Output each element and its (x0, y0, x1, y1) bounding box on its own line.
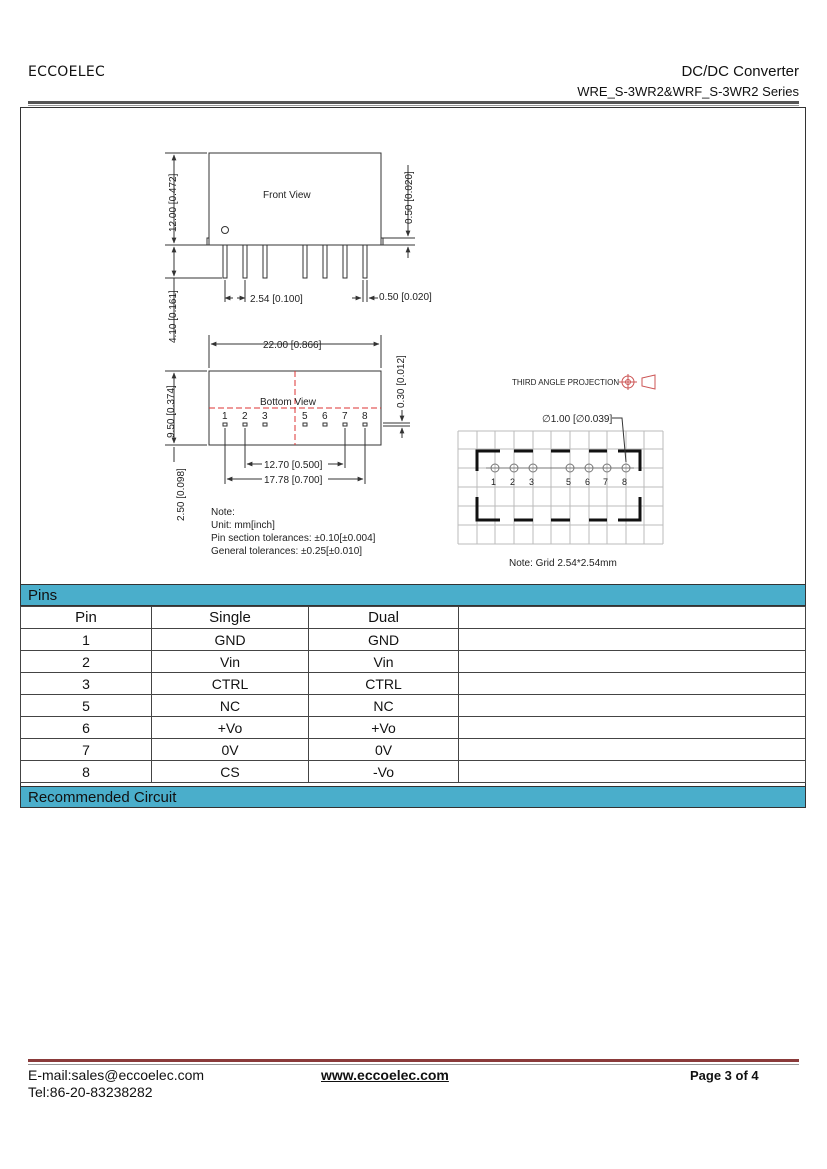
cell-blank (459, 761, 806, 783)
recommended-circuit-header: Recommended Circuit (20, 786, 806, 808)
footer-email[interactable]: E-mail:sales@eccoelec.com (28, 1067, 205, 1083)
pin-label: 6 (322, 411, 328, 422)
table-row (21, 717, 806, 739)
dim-span-12-70: 12.70 [0.500] (264, 460, 323, 471)
footprint-pin-label: 2 (510, 477, 516, 487)
cell-blank (459, 739, 806, 761)
pins-table (20, 606, 806, 783)
dim-standoff: 0.50 [0.020] (404, 171, 415, 224)
dim-edge: 2.50 [0.098] (176, 468, 187, 521)
dim-pin-pitch: 2.54 [0.100] (250, 294, 303, 305)
cell-dual: 0V (309, 739, 459, 761)
cell-dual: +Vo (309, 717, 459, 739)
brand-name: ECCOELEC (28, 64, 106, 80)
pin1-marker (222, 227, 229, 234)
column-header-pin: Pin (21, 607, 152, 629)
front-pin (223, 245, 227, 278)
footer-rule-thin (28, 1064, 799, 1065)
cell-dual: CTRL (309, 673, 459, 695)
front-view-label: Front View (263, 190, 311, 201)
dim-pin-offset: 0.30 [0.012] (396, 355, 407, 408)
note-line: Note: (211, 507, 235, 518)
pin-label: 7 (342, 411, 348, 422)
cell-pin: 2 (21, 651, 152, 673)
cell-blank (459, 717, 806, 739)
footprint-pin-label: 7 (603, 477, 609, 487)
grid-note: Note: Grid 2.54*2.54mm (509, 558, 617, 569)
footprint-pin-label: 6 (585, 477, 591, 487)
footer-website-link[interactable]: www.eccoelec.com (321, 1067, 449, 1083)
pins-section-header: Pins (20, 584, 806, 606)
footprint-grid (458, 431, 663, 544)
footer-rule (28, 1059, 799, 1062)
cell-dual: NC (309, 695, 459, 717)
footprint-pin-label: 5 (566, 477, 572, 487)
cell-blank (459, 651, 806, 673)
table-row (21, 673, 806, 695)
note-line: Unit: mm[inch] (211, 520, 275, 531)
cell-dual: GND (309, 629, 459, 651)
cell-single: +Vo (152, 717, 309, 739)
cell-pin: 5 (21, 695, 152, 717)
cell-pin: 3 (21, 673, 152, 695)
cell-single: Vin (152, 651, 309, 673)
pin-label: 2 (242, 411, 248, 422)
footprint-holes (486, 418, 634, 472)
dim-span-17-78: 17.78 [0.700] (264, 475, 323, 486)
front-pin (323, 245, 327, 278)
cell-blank (459, 673, 806, 695)
dim-height: 12.00 [0.472] (168, 173, 179, 232)
bottom-view-label: Bottom View (260, 397, 316, 408)
table-header-row (21, 607, 806, 629)
series-title: WRE_S-3WR2&WRF_S-3WR2 Series (577, 84, 799, 99)
dim-width: 9.50 [0.374] (166, 385, 177, 438)
pin-label: 3 (262, 411, 268, 422)
cell-single: CS (152, 761, 309, 783)
table-row (21, 629, 806, 651)
hole-label: ∅1.00 [∅0.039] (542, 414, 613, 425)
table-row (21, 651, 806, 673)
front-pin (343, 245, 347, 278)
document-title: DC/DC Converter (681, 63, 799, 80)
column-header-single: Single (152, 607, 309, 629)
front-pin (363, 245, 367, 278)
note-line: Pin section tolerances: ±0.10[±0.004] (211, 533, 376, 544)
page-number: Page 3 of 4 (690, 1068, 759, 1083)
cell-single: CTRL (152, 673, 309, 695)
projection-symbol-icon (619, 374, 655, 390)
dim-pin-length: 4.10 [0.161] (168, 290, 179, 343)
cell-blank (459, 695, 806, 717)
footprint-outline (477, 451, 640, 520)
note-line: General tolerances: ±0.25[±0.010] (211, 546, 363, 557)
cell-pin: 8 (21, 761, 152, 783)
cell-pin: 6 (21, 717, 152, 739)
dim-length: 22.00 [0.866] (263, 340, 322, 351)
table-row (21, 739, 806, 761)
pin-label: 8 (362, 411, 368, 422)
footer-phone: Tel:86-20-83238282 (28, 1084, 153, 1100)
footprint-pin-label: 1 (491, 477, 497, 487)
cell-pin: 7 (21, 739, 152, 761)
footprint-pin-label: 8 (622, 477, 628, 487)
cell-blank (459, 629, 806, 651)
table-row (21, 761, 806, 783)
footprint-pin-label: 3 (529, 477, 535, 487)
cell-pin: 1 (21, 629, 152, 651)
cell-single: 0V (152, 739, 309, 761)
cell-single: NC (152, 695, 309, 717)
table-row (21, 695, 806, 717)
pin-label: 5 (302, 411, 308, 422)
cell-dual: -Vo (309, 761, 459, 783)
projection-label: THIRD ANGLE PROJECTION (512, 378, 620, 387)
front-pin (243, 245, 247, 278)
column-header-dual: Dual (309, 607, 459, 629)
column-header-blank (459, 607, 806, 629)
cell-dual: Vin (309, 651, 459, 673)
dim-pin-width: 0.50 [0.020] (379, 292, 432, 303)
pin-label: 1 (222, 411, 228, 422)
cell-single: GND (152, 629, 309, 651)
front-pin (303, 245, 307, 278)
front-pin (263, 245, 267, 278)
